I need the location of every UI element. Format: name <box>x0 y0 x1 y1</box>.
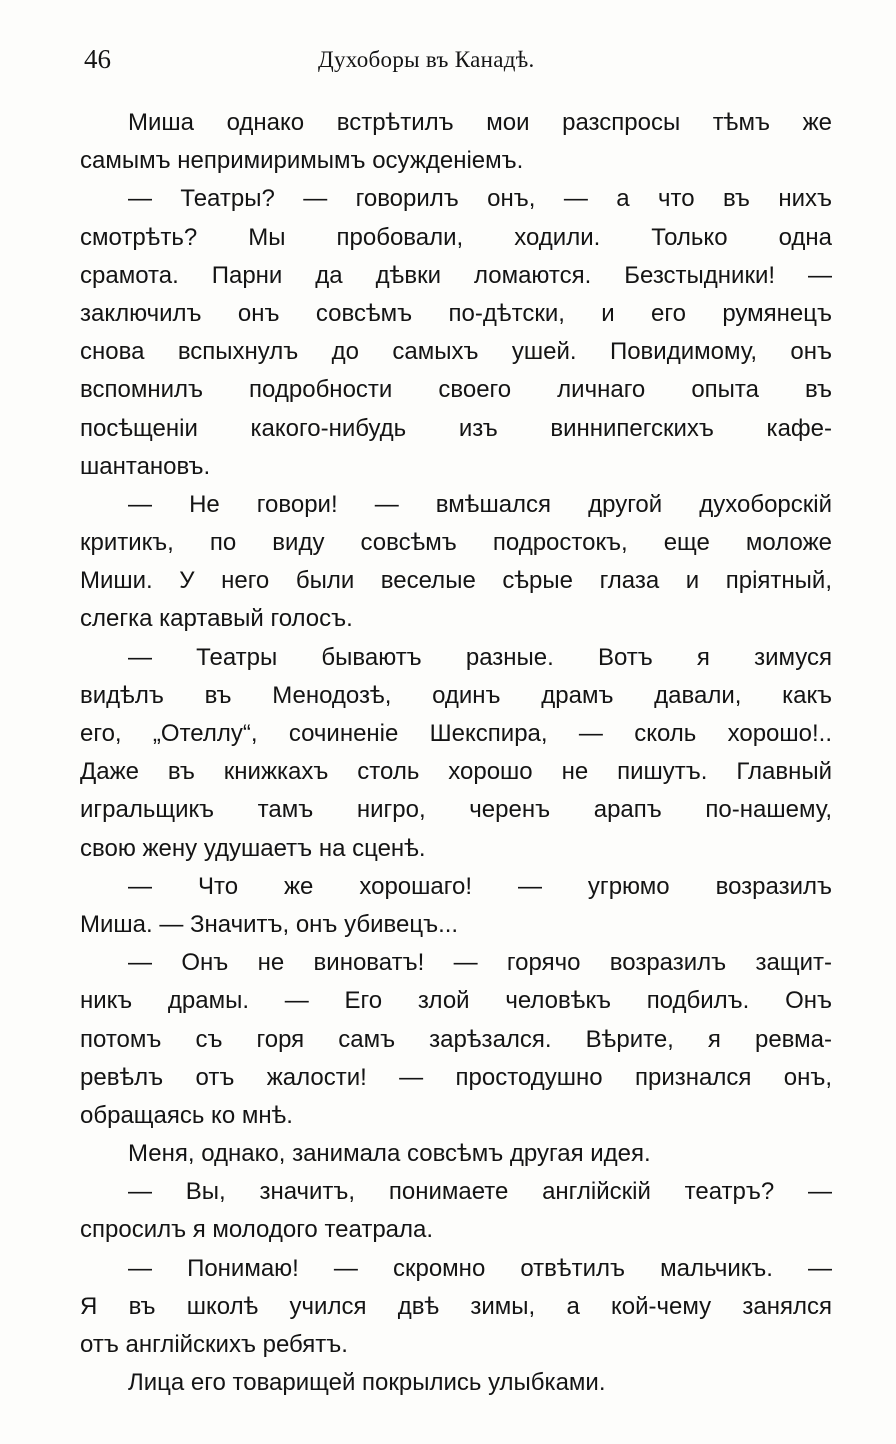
text-line: его, „Отеллу“, сочиненіе Шекспира, — сколь хорошо!.. <box>80 720 832 747</box>
text-line: никъ драмы. — Его злой человѣкъ подбилъ. Онъ <box>80 987 832 1015</box>
text-line: Миши. У него были веселые сѣрые глаза и пріятный, <box>80 567 832 595</box>
text-line: критикъ, по виду совсѣмъ подростокъ, еще моложе <box>80 529 832 557</box>
text-line: снова вспыхнулъ до самыхъ ушей. Повидимому, онъ <box>80 338 832 366</box>
body-text <box>80 104 832 1402</box>
text-line: Даже въ книжкахъ столь хорошо не пишутъ. Главный <box>80 758 832 786</box>
text-line: обращаясь ко мнѣ. <box>80 1101 293 1129</box>
text-line: спросилъ я молодого театрала. <box>80 1216 434 1244</box>
text-line: — Что же хорошаго! — угрюмо возразилъ <box>128 872 832 900</box>
paragraph <box>80 944 832 1135</box>
text-line: — Не говори! — вмѣшался другой духоборскій <box>128 490 832 518</box>
text-line: срамота. Парни да дѣвки ломаются. Безстыдники! — <box>80 261 832 289</box>
text-line: — Театры? — говорилъ онъ, — а что въ нихъ <box>128 185 832 213</box>
text-line: ревѣлъ отъ жалости! — простодушно признался онъ, <box>80 1063 832 1091</box>
text-line: самымъ непримиримымъ осужденіемъ. <box>80 147 524 175</box>
text-line: — Театры бываютъ разные. Вотъ я зимуся <box>128 643 832 671</box>
text-line: Лица его товарищей покрылись улыбками. <box>128 1369 606 1397</box>
paragraph <box>80 1173 832 1249</box>
paragraph <box>80 180 832 486</box>
text-line: — Вы, значитъ, понимаете англійскій театръ? — <box>128 1178 832 1206</box>
paragraph <box>80 639 832 868</box>
text-line: шантановъ. <box>80 452 211 480</box>
text-line: заключилъ онъ совсѣмъ по-дѣтски, и его румянецъ <box>80 299 832 327</box>
text-line: Миша однако встрѣтилъ мои разспросы тѣмъ же <box>128 109 832 136</box>
text-line: отъ англійскихъ ребятъ. <box>80 1331 348 1358</box>
running-title: Духоборы въ Канадѣ. <box>318 47 535 72</box>
text-line: видѣлъ въ Менодозѣ, одинъ драмъ давали, какъ <box>80 681 832 709</box>
text-line: посѣщеніи какого-нибудь изъ виннипегскихъ кафе- <box>80 414 832 442</box>
text-line: — Онъ не виноватъ! — горячо возразилъ защит- <box>128 949 832 977</box>
text-line: — Понимаю! — скромно отвѣтилъ мальчикъ. — <box>128 1254 832 1282</box>
paragraph <box>80 486 832 639</box>
paragraph <box>80 1135 832 1173</box>
text-line: свою жену удушаетъ на сценѣ. <box>80 834 426 862</box>
text-line: игральщикъ тамъ нигро, черенъ арапъ по-нашему, <box>80 796 832 824</box>
text-line: смотрѣть? Мы пробовали, ходили. Только одна <box>80 223 832 251</box>
text-line: вспомнилъ подробности своего личнаго опыта въ <box>80 376 832 404</box>
paragraph <box>80 1364 832 1402</box>
paragraph <box>80 1250 832 1365</box>
text-line: Я въ школѣ учился двѣ зимы, а кой-чему занялся <box>80 1292 832 1320</box>
paragraph <box>80 104 832 180</box>
text-line: Меня, однако, занимала совсѣмъ другая идея. <box>128 1140 651 1168</box>
text-line: Миша. — Значитъ, онъ убивецъ... <box>80 910 459 938</box>
page-number: 46 <box>84 44 111 74</box>
text-line: слегка картавый голосъ. <box>80 605 353 633</box>
paragraph <box>80 868 832 944</box>
text-line: потомъ съ горя самъ зарѣзался. Вѣрите, я ревма- <box>80 1025 832 1053</box>
